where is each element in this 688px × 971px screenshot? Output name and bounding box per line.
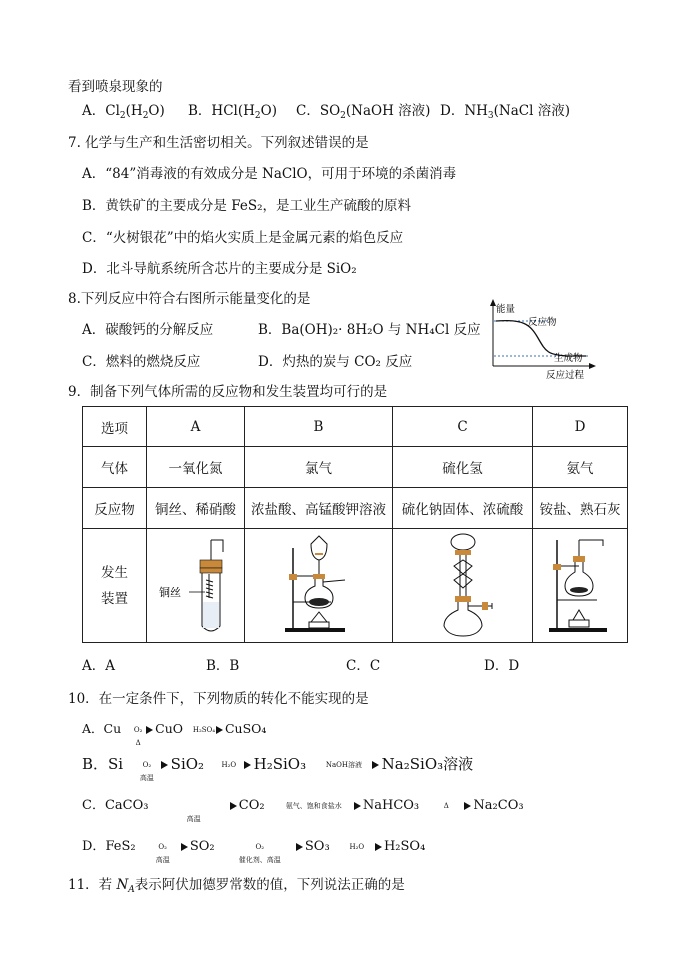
- apparatus-c-cell: [393, 529, 533, 643]
- kipp-apparatus-icon: [408, 530, 518, 638]
- table-cell: 氨气: [533, 447, 628, 488]
- ammonia-flask-apparatus-icon: [535, 530, 625, 638]
- table-cell: 浓盐酸、高锰酸钾溶液: [245, 488, 393, 529]
- q10-option-d: D．FeS₂ O₂ 高温 SO₂ O₂ 催化剂、高温 SO₃ H₂O H₂SO₄: [82, 838, 425, 856]
- q8-option-d: D．灼热的炭与 CO₂ 反应: [258, 354, 413, 370]
- arrow-reagent: H₂O: [221, 761, 237, 769]
- table-cell: 铜丝、稀硝酸: [147, 488, 245, 529]
- arrow-reagent: O₂: [133, 725, 143, 734]
- arrow-reagent: NaOH溶液: [325, 761, 362, 769]
- q7-option-c: C．“火树银花”中的焰火实质上是金属元素的焰色反应: [82, 230, 404, 246]
- q6-option-d: D．$NH_3(NaCl$ 溶液): [440, 103, 570, 121]
- arrow-reagent: H₂SO₄: [192, 725, 216, 734]
- q6-option-c: C．$SO_2(NaOH$ 溶液): [296, 103, 431, 121]
- q6-option-b: B．$HCl(H_2O)$: [188, 103, 277, 121]
- arrow-condition: 催化剂、高温: [238, 855, 281, 864]
- graph-reactant-label: 反应物: [528, 317, 557, 328]
- q9-option-c: C．C: [346, 658, 381, 674]
- table-header-cell: A: [147, 407, 245, 447]
- table-cell: [83, 529, 147, 643]
- arrow-reagent: O₂: [255, 842, 265, 851]
- apparatus-label-line2: 装置: [101, 590, 128, 607]
- apparatus-d-cell: [533, 529, 628, 643]
- graph-product-label: 生成物: [554, 353, 583, 364]
- table-cell: 铵盐、熟石灰: [533, 488, 628, 529]
- q9-option-a: A．A: [82, 658, 115, 674]
- q10-option-b: B．Si O₂ 高温 SiO₂ H₂O H₂SiO₃ NaOH溶液 Na₂SiO₃溶液: [82, 755, 473, 773]
- arrow-reagent: 氨气、饱和食盐水: [285, 801, 342, 810]
- arrow-reagent: H₂O: [349, 842, 365, 851]
- table-header-cell: D: [533, 407, 628, 447]
- q10-option-c: C．CaCO₃ 高温 CO₂ 氨气、饱和食盐水 NaHCO₃ Δ Na₂CO₃: [82, 797, 524, 815]
- table-cell: 一氧化氮: [147, 447, 245, 488]
- arrow-condition: 高温: [155, 855, 170, 864]
- table-cell: 反应物: [83, 488, 147, 529]
- table-cell: 氯气: [245, 447, 393, 488]
- table-header-cell: 选项: [83, 407, 147, 447]
- apparatus-a-cell: [147, 529, 245, 643]
- q8-stem: 8.下列反应中符合右图所示能量变化的是: [68, 291, 311, 307]
- arrow-reagent: O₂: [142, 761, 152, 769]
- table-cell: 硫化氢: [393, 447, 533, 488]
- q7-stem: 7. 化学与生产和生活密切相关。下列叙述错误的是: [68, 135, 369, 151]
- q9-stem: 9．制备下列气体所需的反应物和发生装置均可行的是: [68, 384, 388, 400]
- table-cell: 气体: [83, 447, 147, 488]
- q10-option-a: A．Cu O₂ Δ CuO H₂SO₄ CuSO₄: [82, 720, 266, 738]
- q7-option-a: A．“84”消毒液的有效成分是 NaClO，可用于环境的杀菌消毒: [82, 166, 457, 182]
- q6-tail-text: 看到喷泉现象的: [68, 79, 163, 95]
- table-cell: 硫化钠固体、浓硫酸: [393, 488, 533, 529]
- graph-ylabel: 能量: [496, 304, 516, 315]
- table-header-cell: C: [393, 407, 533, 447]
- q11-stem: 11．若 $N_A$表示阿伏加德罗常数的值，下列说法正确的是: [68, 877, 405, 895]
- q7-option-d: D．北斗导航系统所含芯片的主要成分是 SiO₂: [82, 261, 357, 277]
- copper-wire-label: 铜丝: [158, 585, 181, 599]
- flask-funnel-apparatus-icon: [259, 530, 379, 638]
- q9-option-b: B．B: [206, 658, 240, 674]
- arrow-reagent: O₂: [158, 842, 167, 851]
- test-tube-apparatus-icon: [151, 530, 241, 638]
- q6-option-a: A．$Cl_2(H_2O)$: [82, 103, 165, 121]
- q9-table: [82, 406, 628, 643]
- q9-option-d: D．D: [484, 658, 520, 674]
- apparatus-label-line1: 发生: [101, 564, 128, 581]
- arrow-condition: 高温: [139, 774, 154, 782]
- graph-xlabel: 反应过程: [546, 370, 585, 381]
- q7-option-b: B．黄铁矿的主要成分是 FeS₂，是工业生产硫酸的原料: [82, 198, 411, 214]
- q8-option-a: A．碳酸钙的分解反应: [82, 322, 214, 338]
- apparatus-b-cell: [245, 529, 393, 643]
- arrow-condition: 高温: [186, 814, 201, 823]
- q10-stem: 10．在一定条件下，下列物质的转化不能实现的是: [68, 691, 369, 707]
- q8-option-c: C．燃料的燃烧反应: [82, 354, 201, 370]
- energy-diagram: [488, 298, 598, 382]
- q8-option-b: B．Ba(OH)₂· 8H₂O 与 NH₄Cl 反应: [258, 322, 481, 338]
- arrow-reagent: Δ: [443, 801, 449, 810]
- table-header-cell: B: [245, 407, 393, 447]
- arrow-condition: Δ: [135, 738, 141, 747]
